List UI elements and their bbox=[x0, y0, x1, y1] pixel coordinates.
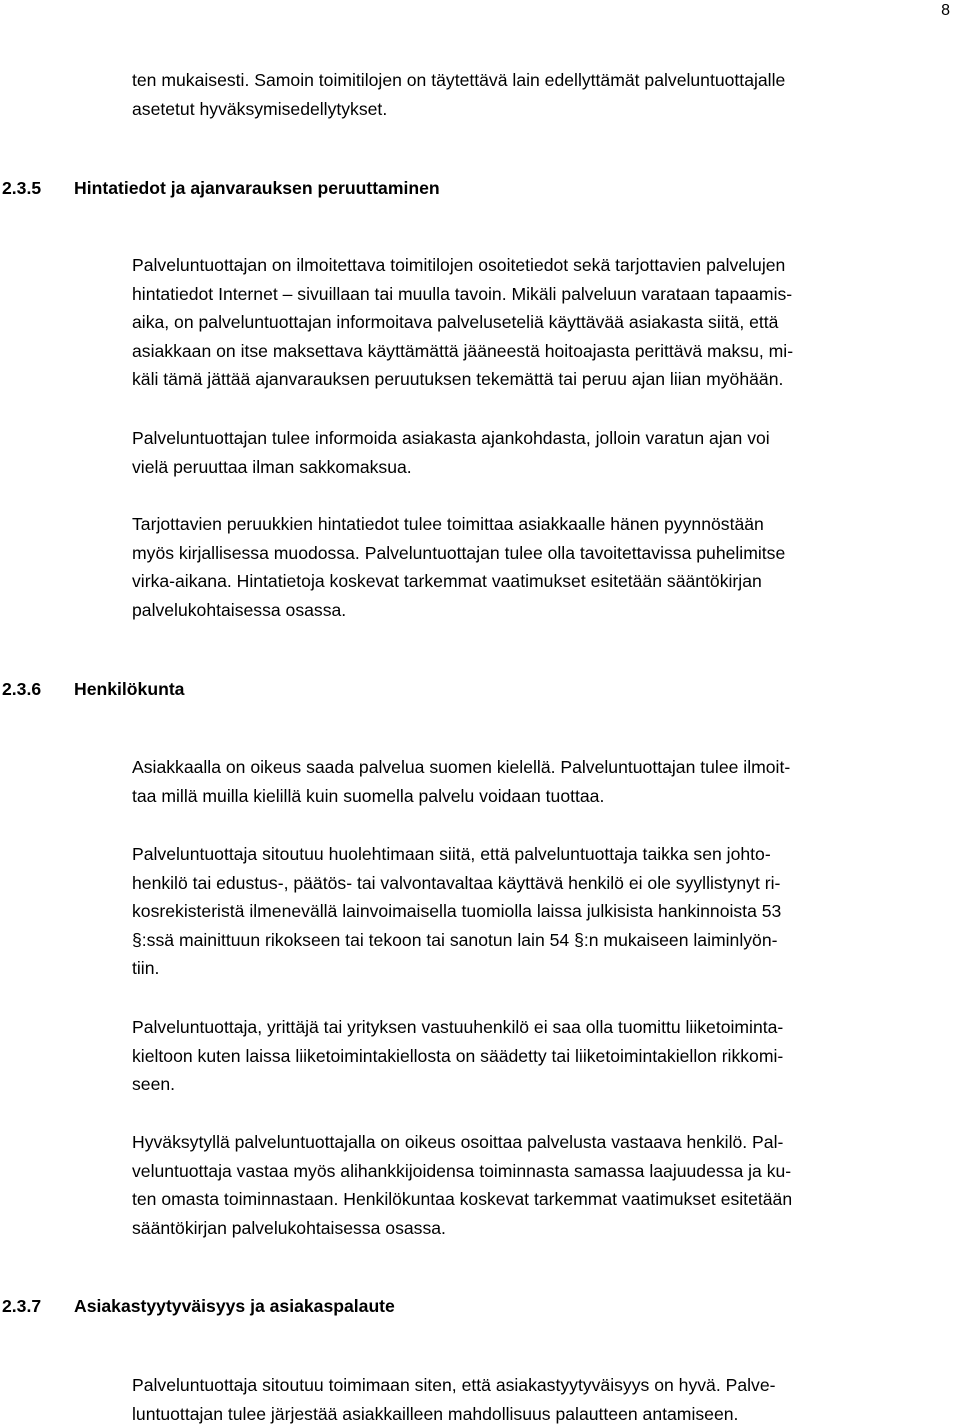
paragraph-wig-pricing bbox=[132, 510, 785, 624]
text-line: Palveluntuottaja sitoutuu toimimaan siten, että asiakastyytyväisyys on hyvä. Palve- bbox=[132, 1371, 775, 1400]
text-line: palvelukohtaisessa osassa. bbox=[132, 596, 785, 625]
text-line: luntuottajan tulee järjestää asiakkailleen mahdollisuus palautteen antamiseen. bbox=[132, 1400, 775, 1428]
paragraph-pricing-info bbox=[132, 251, 793, 394]
section-heading-2-3-6 bbox=[2, 677, 184, 701]
section-title: Henkilökunta bbox=[74, 679, 184, 699]
text-line: Hyväksytyllä palveluntuottajalla on oikeus osoittaa palvelusta vastaava henkilö. Pal- bbox=[132, 1128, 792, 1157]
section-number: 2.3.5 bbox=[2, 176, 74, 200]
section-heading-2-3-7 bbox=[2, 1294, 395, 1318]
text-line: aika, on palveluntuottajan informoitava palveluseteliä käyttävää asiakasta siitä, että bbox=[132, 308, 793, 337]
paragraph-responsible-person bbox=[132, 1128, 792, 1242]
text-line: Tarjottavien peruukkien hintatiedot tulee toimittaa asiakkaalle hänen pyynnöstään bbox=[132, 510, 785, 539]
text-line: kieltoon kuten laissa liiketoimintakiellosta on säädetty tai liiketoimintakiellon rikkomi- bbox=[132, 1042, 783, 1071]
paragraph-continuation bbox=[132, 66, 785, 123]
text-line: seen. bbox=[132, 1070, 783, 1099]
paragraph-criminal-record bbox=[132, 840, 781, 983]
section-number: 2.3.6 bbox=[2, 677, 74, 701]
text-line: myös kirjallisessa muodossa. Palveluntuottajan tulee olla tavoitettavissa puhelimitse bbox=[132, 539, 785, 568]
text-line: Palveluntuottajan on ilmoitettava toimitilojen osoitetiedot sekä tarjottavien palvelujen bbox=[132, 251, 793, 280]
text-line: hintatiedot Internet – sivuillaan tai muulla tavoin. Mikäli palveluun varataan tapaamis- bbox=[132, 280, 793, 309]
paragraph-cancellation-info bbox=[132, 424, 770, 481]
text-line: asetetut hyväksymisedellytykset. bbox=[132, 95, 785, 124]
text-line: ten omasta toiminnastaan. Henkilökuntaa koskevat tarkemmat vaatimukset esitetään bbox=[132, 1185, 792, 1214]
text-line: virka-aikana. Hintatietoja koskevat tarkemmat vaatimukset esitetään sääntökirjan bbox=[132, 567, 785, 596]
text-line: Palveluntuottajan tulee informoida asiakasta ajankohdasta, jolloin varatun ajan voi bbox=[132, 424, 770, 453]
section-heading-2-3-5 bbox=[2, 176, 440, 200]
paragraph-customer-satisfaction bbox=[132, 1371, 775, 1428]
text-line: Palveluntuottaja, yrittäjä tai yrityksen vastuuhenkilö ei saa olla tuomittu liiketoiminta- bbox=[132, 1013, 783, 1042]
section-title: Hintatiedot ja ajanvarauksen peruuttaminen bbox=[74, 178, 440, 198]
text-line: Palveluntuottaja sitoutuu huolehtimaan siitä, että palveluntuottaja taikka sen johto- bbox=[132, 840, 781, 869]
text-line: henkilö tai edustus-, päätös- tai valvontavaltaa käyttävä henkilö ei ole syyllistynyt ri- bbox=[132, 869, 781, 898]
text-line: vielä peruuttaa ilman sakkomaksua. bbox=[132, 453, 770, 482]
text-line: §:ssä mainittuun rikokseen tai tekoon tai sanotun lain 54 §:n mukaiseen laiminlyön- bbox=[132, 926, 781, 955]
paragraph-language bbox=[132, 753, 790, 810]
section-title: Asiakastyytyväisyys ja asiakaspalaute bbox=[74, 1296, 395, 1316]
text-line: tiin. bbox=[132, 954, 781, 983]
text-line: ten mukaisesti. Samoin toimitilojen on täytettävä lain edellyttämät palveluntuottajalle bbox=[132, 66, 785, 95]
section-number: 2.3.7 bbox=[2, 1294, 74, 1318]
page-number: 8 bbox=[941, 2, 950, 20]
text-line: asiakkaan on itse maksettava käyttämättä jääneestä hoitoajasta perittävä maksu, mi- bbox=[132, 337, 793, 366]
text-line: sääntökirjan palvelukohtaisessa osassa. bbox=[132, 1214, 792, 1243]
text-line: käli tämä jättää ajanvarauksen peruutuksen tekemättä tai peruu ajan liian myöhään. bbox=[132, 365, 793, 394]
text-line: taa millä muilla kielillä kuin suomella palvelu voidaan tuottaa. bbox=[132, 782, 790, 811]
paragraph-business-ban bbox=[132, 1013, 783, 1099]
text-line: kosrekisteristä ilmenevällä lainvoimaisella tuomiolla laissa julkisista hankinnoista 53 bbox=[132, 897, 781, 926]
text-line: Asiakkaalla on oikeus saada palvelua suomen kielellä. Palveluntuottajan tulee ilmoit- bbox=[132, 753, 790, 782]
text-line: veluntuottaja vastaa myös alihankkijoidensa toiminnasta samassa laajuudessa ja ku- bbox=[132, 1157, 792, 1186]
